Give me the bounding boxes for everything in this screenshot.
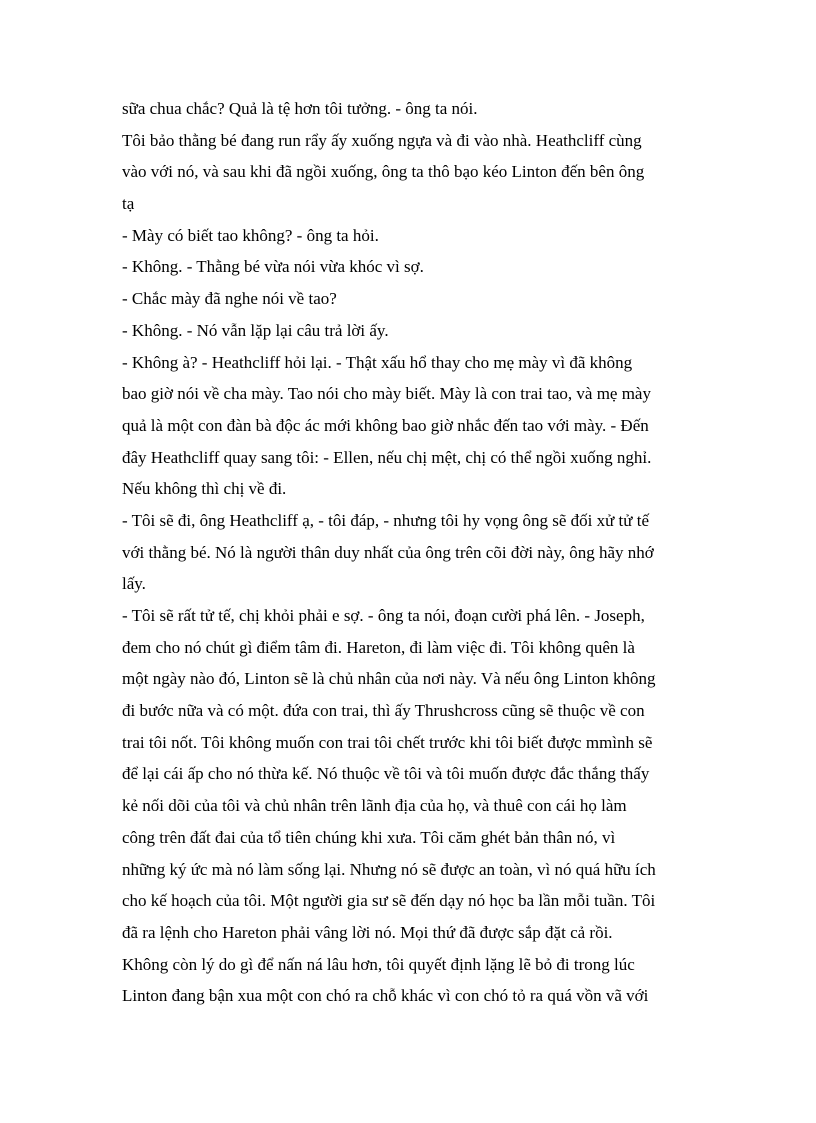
body-text: [122, 93, 734, 1012]
text-line: đã ra lệnh cho Hareton phải vâng lời nó. Mọi thứ đã được sắp đặt cả rồi.: [122, 922, 613, 942]
text-line: - Không. - Nó vẫn lặp lại câu trả lời ấy.: [122, 320, 389, 340]
text-line: quả là một con đàn bà độc ác mới không bao giờ nhắc đến tao với mày. - Đến: [122, 415, 649, 435]
text-line: tạ: [122, 194, 135, 214]
text-line: cho kế hoạch của tôi. Một người gia sư sẽ đến dạy nó học ba lần mỗi tuần. Tôi: [122, 891, 656, 911]
text-line: - Chắc mày đã nghe nói về tao?: [122, 289, 337, 309]
text-line: Nếu không thì chị về đi.: [122, 479, 287, 499]
text-line: đi bước nữa và có một. đứa con trai, thì ấy Thrushcross cũng sẽ thuộc về con: [122, 701, 645, 721]
text-line: lấy.: [122, 574, 146, 594]
text-line: Tôi bảo thằng bé đang run rẩy ấy xuống ngựa và đi vào nhà. Heathcliff cùng: [122, 130, 642, 150]
text-line: kẻ nối dõi của tôi và chủ nhân trên lãnh địa của họ, và thuê con cái họ làm: [122, 796, 627, 816]
text-line: những ký ức mà nó làm sống lại. Nhưng nó sẽ được an toàn, vì nó quá hữu ích: [122, 859, 656, 879]
text-line: bao giờ nói về cha mày. Tao nói cho mày biết. Mày là con trai tao, và mẹ mày: [122, 384, 651, 404]
text-line: một ngày nào đó, Linton sẽ là chủ nhân của nơi này. Và nếu ông Linton không: [122, 669, 656, 689]
text-line: - Không à? - Heathcliff hỏi lại. - Thật xấu hổ thay cho mẹ mày vì đã không: [122, 352, 633, 372]
text-line: trai tôi nốt. Tôi không muốn con trai tôi chết trước khi tôi biết được mmình sẽ: [122, 732, 653, 752]
text-line: - Không. - Thằng bé vừa nói vừa khóc vì sợ.: [122, 257, 424, 277]
text-line: Linton đang bận xua một con chó ra chỗ khác vì con chó tỏ ra quá vồn vã với: [122, 986, 649, 1006]
text-line: Không còn lý do gì để nấn ná lâu hơn, tôi quyết định lặng lẽ bỏ đi trong lúc: [122, 954, 635, 974]
text-line: để lại cái ấp cho nó thừa kế. Nó thuộc về tôi và tôi muốn được đắc thắng thấy: [122, 764, 650, 784]
text-line: sữa chua chắc? Quả là tệ hơn tôi tưởng. - ông ta nói.: [122, 99, 478, 118]
text-line: vào với nó, và sau khi đã ngồi xuống, ông ta thô bạo kéo Linton đến bên ông: [122, 162, 645, 182]
text-line: - Mày có biết tao không? - ông ta hỏi.: [122, 225, 379, 245]
text-line: công trên đất đai của tổ tiên chúng khi xưa. Tôi căm ghét bản thân nó, vì: [122, 827, 616, 847]
text-line: - Tôi sẽ đi, ông Heathcliff ạ, - tôi đáp, - nhưng tôi hy vọng ông sẽ đối xử tử tế: [122, 510, 650, 530]
text-line: - Tôi sẽ rất tử tế, chị khỏi phải e sợ. - ông ta nói, đoạn cười phá lên. - Joseph,: [122, 606, 645, 625]
text-line: với thằng bé. Nó là người thân duy nhất của ông trên cõi đời này, ông hãy nhớ: [122, 542, 654, 562]
text-line: đem cho nó chút gì điểm tâm đi. Hareton, đi làm việc đi. Tôi không quên là: [122, 637, 635, 657]
text-line: đây Heathcliff quay sang tôi: - Ellen, nếu chị mệt, chị có thể ngồi xuống nghỉ.: [122, 447, 652, 467]
